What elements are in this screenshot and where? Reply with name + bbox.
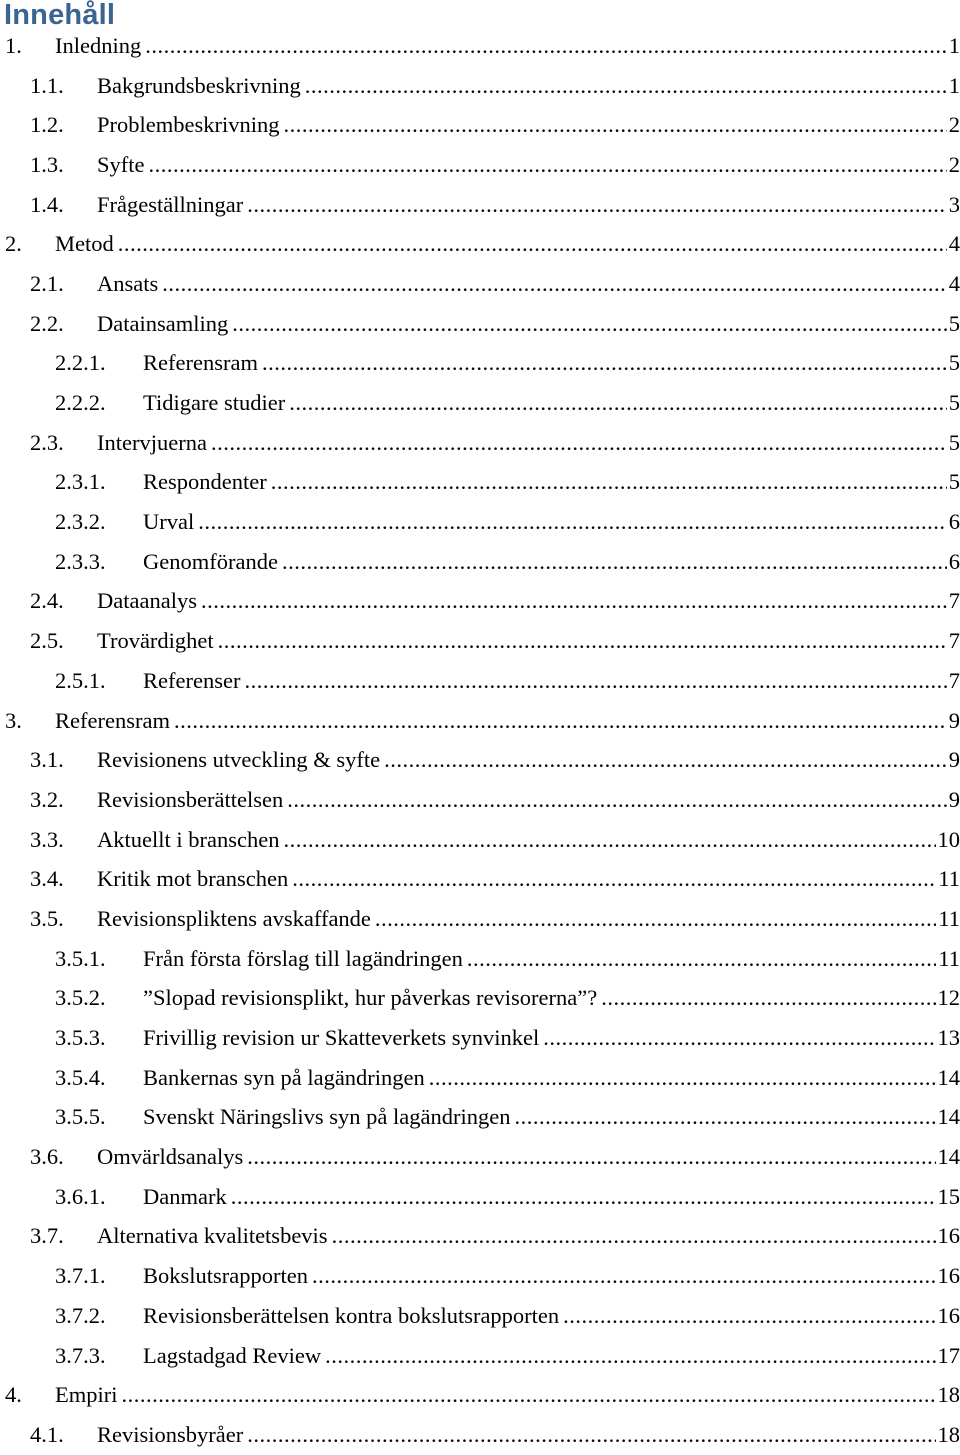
toc-entry[interactable] [0, 264, 960, 304]
toc-heading: Innehåll [4, 0, 115, 32]
toc-entry-title[interactable]: Revisionsbyråer [97, 1422, 247, 1448]
toc-entry-body [143, 1018, 960, 1058]
toc-entry-number: 3.7.1. [55, 1256, 106, 1296]
toc-entry-body [97, 105, 960, 145]
toc-entry-body [55, 26, 960, 66]
toc-dot-leader [282, 549, 947, 575]
toc-dot-leader [514, 1104, 935, 1130]
toc-entry-page-number[interactable]: 7 [947, 668, 960, 694]
toc-entry-page-number[interactable]: 17 [936, 1343, 960, 1369]
toc-dot-leader [232, 311, 947, 337]
toc-entry-page-number[interactable]: 18 [936, 1422, 960, 1448]
toc-entry[interactable] [0, 1137, 960, 1177]
toc-entry-number: 3.7.2. [55, 1296, 106, 1336]
toc-entry-title[interactable]: Respondenter [143, 469, 271, 495]
toc-entry-page-number[interactable]: 14 [936, 1104, 960, 1130]
toc-entry-number: 2.2.2. [55, 383, 106, 423]
toc-entry-number: 3.5.4. [55, 1058, 106, 1098]
toc-entry-body [143, 463, 960, 503]
toc-entry-title[interactable]: Referenser [143, 668, 244, 694]
toc-entry-body [97, 1137, 960, 1177]
toc-entry-title[interactable]: Dataanalys [97, 588, 201, 614]
toc-dot-leader [289, 390, 946, 416]
toc-entry[interactable] [0, 1256, 960, 1296]
toc-entry-title[interactable]: Danmark [143, 1184, 231, 1210]
toc-entry-page-number[interactable]: 1 [947, 33, 960, 59]
toc-entry[interactable] [0, 820, 960, 860]
toc-entry[interactable] [0, 1217, 960, 1257]
toc-entry-number: 3.7.3. [55, 1336, 106, 1376]
toc-dot-leader [211, 430, 947, 456]
toc-entry-body [55, 1375, 960, 1415]
toc-entry-number: 4. [5, 1375, 22, 1415]
toc-entry-number: 2.3.2. [55, 502, 106, 542]
toc-entry-number: 1.1. [30, 66, 64, 106]
toc-entry[interactable] [0, 661, 960, 701]
toc-dot-leader [292, 866, 936, 892]
toc-entry-number: 4.1. [30, 1415, 64, 1455]
toc-entry-number: 2.2.1. [55, 344, 106, 384]
toc-entry-number: 1.4. [30, 185, 64, 225]
toc-entry-title[interactable]: Svenskt Näringslivs syn på lagändringen [143, 1104, 514, 1130]
toc-entry-title[interactable]: Frivillig revision ur Skatteverkets synvinkel [143, 1025, 543, 1051]
toc-entry[interactable] [0, 26, 960, 66]
toc-entry[interactable] [0, 463, 960, 503]
toc-dot-leader [247, 1422, 935, 1448]
toc-dot-leader [162, 271, 947, 297]
toc-entry-page-number[interactable]: 9 [947, 708, 960, 734]
toc-entry-body [143, 344, 960, 384]
toc-entry-page-number[interactable]: 10 [936, 827, 960, 853]
toc-entry-body [143, 383, 960, 423]
toc-entry[interactable] [0, 304, 960, 344]
toc-entry-title[interactable]: Trovärdighet [97, 628, 218, 654]
toc-entry-body [97, 780, 960, 820]
toc-entry[interactable] [0, 621, 960, 661]
toc-dot-leader [122, 1382, 936, 1408]
toc-entry-page-number[interactable]: 5 [947, 390, 960, 416]
toc-entry[interactable] [0, 66, 960, 106]
toc-entry[interactable] [0, 780, 960, 820]
toc-entry-number: 2.4. [30, 582, 64, 622]
toc-entry-page-number[interactable]: 12 [936, 985, 960, 1011]
toc-entry-body [97, 145, 960, 185]
toc-dot-leader [118, 231, 947, 257]
toc-entry-body [97, 304, 960, 344]
toc-entry-number: 3. [5, 701, 22, 741]
toc-dot-leader [325, 1343, 935, 1369]
toc-entry[interactable] [0, 1177, 960, 1217]
toc-entry-title[interactable]: Empiri [55, 1382, 122, 1408]
toc-entry-body [97, 899, 960, 939]
toc-entry[interactable] [0, 224, 960, 264]
toc-entry[interactable] [0, 859, 960, 899]
toc-entry[interactable] [0, 1336, 960, 1376]
toc-entry-page-number[interactable]: 18 [936, 1382, 960, 1408]
toc-entry-page-number[interactable]: 5 [947, 469, 960, 495]
toc-entry-body [143, 979, 960, 1019]
toc-entry-title[interactable]: Datainsamling [97, 311, 232, 337]
toc-entry-body [97, 66, 960, 106]
toc-entry-title[interactable]: Bakgrundsbeskrivning [97, 73, 305, 99]
toc-entry-number: 2.2. [30, 304, 64, 344]
toc-dot-leader [467, 946, 936, 972]
toc-entry[interactable] [0, 105, 960, 145]
toc-entry-title[interactable]: Omvärldsanalys [97, 1144, 247, 1170]
toc-dot-leader [563, 1303, 935, 1329]
toc-entry-body [55, 224, 960, 264]
toc-entry-page-number[interactable]: 1 [947, 73, 960, 99]
toc-dot-leader [384, 747, 947, 773]
toc-entry-page-number[interactable]: 13 [936, 1025, 960, 1051]
toc-entry-page-number[interactable]: 7 [947, 588, 960, 614]
toc-entry[interactable] [0, 740, 960, 780]
toc-entry-body [143, 542, 960, 582]
toc-entry-number: 2.1. [30, 264, 64, 304]
toc-entry-number: 3.2. [30, 780, 64, 820]
toc-entry-body [97, 740, 960, 780]
toc-entry-number: 3.5.1. [55, 939, 106, 979]
toc-entry-title[interactable]: Syfte [97, 152, 149, 178]
toc-entry[interactable] [0, 1058, 960, 1098]
toc-entry[interactable] [0, 383, 960, 423]
toc-entry[interactable] [0, 1098, 960, 1138]
toc-entry-body [97, 1217, 960, 1257]
toc-entry[interactable] [0, 979, 960, 1019]
toc-entry-number: 3.7. [30, 1217, 64, 1257]
toc-entry-page-number[interactable]: 14 [936, 1144, 960, 1170]
toc-entry-number: 2. [5, 224, 22, 264]
toc-entry-title[interactable]: Metod [55, 231, 118, 257]
toc-entry[interactable] [0, 939, 960, 979]
toc-entry-body [143, 661, 960, 701]
toc-dot-leader [283, 827, 935, 853]
toc-dot-leader [149, 152, 947, 178]
toc-entry-number: 3.6. [30, 1137, 64, 1177]
toc-entry-page-number[interactable]: 14 [936, 1065, 960, 1091]
toc-entry-body [143, 1336, 960, 1376]
toc-entry-page-number[interactable]: 4 [947, 271, 960, 297]
toc-entry[interactable] [0, 542, 960, 582]
toc-entry[interactable] [0, 1375, 960, 1415]
toc-entry-number: 3.5. [30, 899, 64, 939]
toc-entry-number: 3.5.2. [55, 979, 106, 1019]
toc-entry-title[interactable]: Tidigare studier [143, 390, 289, 416]
toc-entry-body [97, 1415, 960, 1455]
toc-dot-leader [283, 112, 946, 138]
toc-dot-leader [332, 1223, 936, 1249]
toc-entry-number: 1.3. [30, 145, 64, 185]
toc-entry-title[interactable]: Referensram [143, 350, 262, 376]
toc-entry-title[interactable]: Intervjuerna [97, 430, 211, 456]
toc-dot-leader [601, 985, 935, 1011]
toc-entry-page-number[interactable]: 6 [947, 509, 960, 535]
toc-entry-title[interactable]: Bankernas syn på lagändringen [143, 1065, 429, 1091]
toc-dot-leader [287, 787, 947, 813]
toc-entry-number: 3.1. [30, 740, 64, 780]
toc-entry-page-number[interactable]: 15 [936, 1184, 960, 1210]
toc-entry-title[interactable]: Urval [143, 509, 198, 535]
toc-entry-title[interactable]: Revisionens utveckling & syfte [97, 747, 384, 773]
toc-entry-body [97, 621, 960, 661]
toc-entry-number: 2.3. [30, 423, 64, 463]
toc-entry[interactable] [0, 185, 960, 225]
toc-entry[interactable] [0, 1296, 960, 1336]
toc-entry-number: 2.5.1. [55, 661, 106, 701]
toc-entry-title[interactable]: Referensram [55, 708, 174, 734]
toc-entry-title[interactable]: Genomförande [143, 549, 282, 575]
toc-entry-body [143, 939, 960, 979]
toc-entry-body [97, 820, 960, 860]
toc-entry[interactable] [0, 502, 960, 542]
toc-dot-leader [145, 33, 947, 59]
toc-entry-page-number[interactable]: 11 [936, 906, 960, 932]
toc-entry-page-number[interactable]: 16 [936, 1223, 960, 1249]
toc-entry-number: 3.5.5. [55, 1098, 106, 1138]
toc-dot-leader [244, 668, 946, 694]
toc-entry-number: 3.5.3. [55, 1018, 106, 1058]
toc-entry-title[interactable]: Från första förslag till lagändringen [143, 946, 467, 972]
toc-dot-leader [543, 1025, 935, 1051]
toc-entry-body [55, 701, 960, 741]
toc-entry[interactable] [0, 344, 960, 384]
toc-entry-page-number[interactable]: 5 [947, 311, 960, 337]
toc-entry-title[interactable]: ”Slopad revisionsplikt, hur påverkas revisorerna”? [143, 985, 601, 1011]
toc-entry-page-number[interactable]: 5 [947, 350, 960, 376]
toc-entry-body [97, 859, 960, 899]
toc-entry-body [97, 185, 960, 225]
toc-dot-leader [174, 708, 947, 734]
toc-entry[interactable] [0, 1415, 960, 1455]
toc-dot-leader [305, 73, 947, 99]
toc-dot-leader [201, 588, 947, 614]
toc-entry-number: 3.6.1. [55, 1177, 106, 1217]
toc-entry-page-number[interactable]: 6 [947, 549, 960, 575]
toc-entry[interactable] [0, 701, 960, 741]
toc-entry-title[interactable]: Revisionspliktens avskaffande [97, 906, 375, 932]
toc-entry-title[interactable]: Kritik mot branschen [97, 866, 292, 892]
toc-entry-title[interactable]: Aktuellt i branschen [97, 827, 283, 853]
table-of-contents [0, 26, 960, 1455]
toc-entry-page-number[interactable]: 16 [936, 1303, 960, 1329]
toc-entry-page-number[interactable]: 2 [947, 112, 960, 138]
toc-entry-page-number[interactable]: 5 [947, 430, 960, 456]
toc-dot-leader [198, 509, 947, 535]
toc-entry[interactable] [0, 145, 960, 185]
toc-dot-leader [218, 628, 947, 654]
toc-entry[interactable] [0, 899, 960, 939]
toc-entry-page-number[interactable]: 9 [947, 747, 960, 773]
toc-entry[interactable] [0, 582, 960, 622]
toc-entry-number: 2.3.3. [55, 542, 106, 582]
toc-entry-page-number[interactable]: 3 [947, 192, 960, 218]
toc-entry-body [143, 1177, 960, 1217]
toc-dot-leader [247, 1144, 935, 1170]
toc-dot-leader [231, 1184, 936, 1210]
toc-entry-body [97, 423, 960, 463]
toc-dot-leader [312, 1263, 936, 1289]
toc-entry-title[interactable]: Lagstadgad Review [143, 1343, 325, 1369]
toc-entry-body [143, 1098, 960, 1138]
toc-entry-body [143, 502, 960, 542]
toc-entry-number: 1.2. [30, 105, 64, 145]
toc-entry-title[interactable]: Problembeskrivning [97, 112, 283, 138]
toc-entry-number: 3.3. [30, 820, 64, 860]
toc-entry-page-number[interactable]: 4 [947, 231, 960, 257]
toc-entry-number: 1. [5, 26, 22, 66]
toc-entry-page-number[interactable]: 11 [936, 946, 960, 972]
toc-dot-leader [247, 192, 947, 218]
toc-entry-body [143, 1296, 960, 1336]
toc-dot-leader [262, 350, 947, 376]
toc-entry-title[interactable]: Revisionsberättelsen kontra bokslutsrapporten [143, 1303, 563, 1329]
toc-entry[interactable] [0, 423, 960, 463]
toc-entry-page-number[interactable]: 11 [936, 866, 960, 892]
toc-entry-body [143, 1256, 960, 1296]
toc-entry-title[interactable]: Frågeställningar [97, 192, 247, 218]
toc-entry-page-number[interactable]: 9 [947, 787, 960, 813]
toc-entry-number: 3.4. [30, 859, 64, 899]
toc-entry-page-number[interactable]: 7 [947, 628, 960, 654]
toc-entry-title[interactable]: Bokslutsrapporten [143, 1263, 312, 1289]
toc-entry-body [97, 582, 960, 622]
toc-entry-body [97, 264, 960, 304]
toc-entry-number: 2.3.1. [55, 463, 106, 503]
toc-entry-title[interactable]: Ansats [97, 271, 162, 297]
toc-dot-leader [375, 906, 936, 932]
toc-entry-page-number[interactable]: 16 [936, 1263, 960, 1289]
toc-entry-title[interactable]: Revisionsberättelsen [97, 787, 287, 813]
toc-entry-body [143, 1058, 960, 1098]
toc-entry-number: 2.5. [30, 621, 64, 661]
toc-entry-title[interactable]: Alternativa kvalitetsbevis [97, 1223, 332, 1249]
toc-dot-leader [271, 469, 947, 495]
toc-entry-page-number[interactable]: 2 [947, 152, 960, 178]
toc-entry[interactable] [0, 1018, 960, 1058]
toc-dot-leader [429, 1065, 936, 1091]
toc-entry-title[interactable]: Inledning [55, 33, 145, 59]
